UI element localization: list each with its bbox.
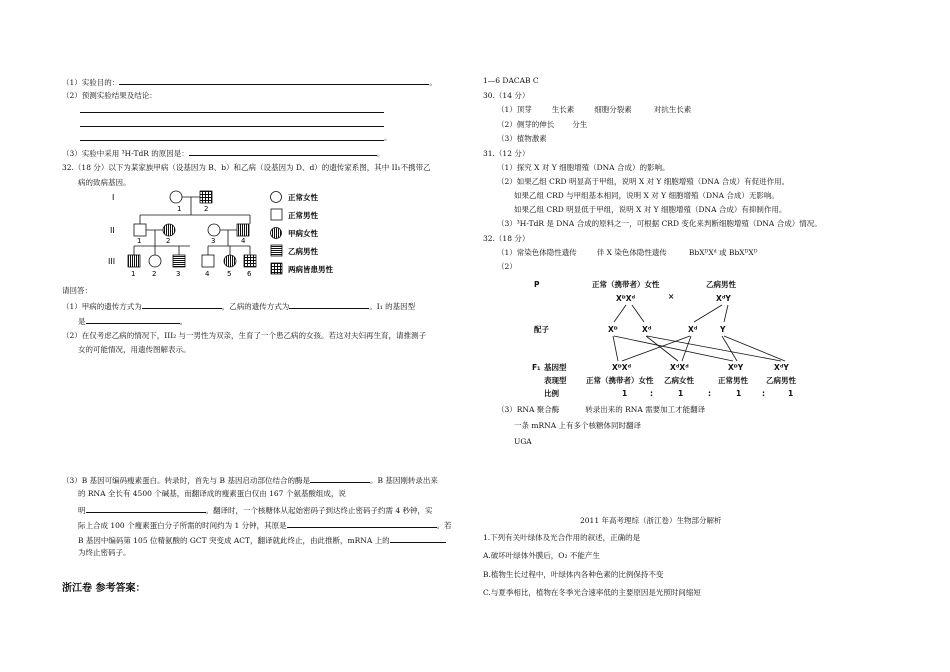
- answer-line: [80, 140, 384, 141]
- individual-number: 2: [166, 237, 171, 245]
- answer-text: （1）顶芽: [497, 105, 532, 114]
- ratio-row-label: 比例: [544, 389, 559, 398]
- mother-genotype: XᴰXᵈ: [616, 294, 636, 303]
- q1-text: 是: [78, 317, 86, 326]
- inheritance-arrows: [613, 305, 785, 361]
- legend-label: 两病皆患男性: [288, 265, 333, 274]
- answer-mc: 1—6 DACAB C: [483, 76, 539, 85]
- individual-III6: [244, 255, 256, 267]
- answer-q31-2: （2）如果乙组 CRD 明显高于甲组，说明 X 对 Y 细胞增殖（DNA 合成）有促进作用。: [497, 177, 790, 186]
- q32-part3-line2: 的 RNA 全长有 4500 个碱基，而翻译成的瘦素蛋白仅由 167 个氨基酸组成，说: [78, 489, 346, 498]
- f1-genotype: XᴰXᵈ: [612, 363, 632, 372]
- father-genotype: XᵈY: [716, 294, 731, 303]
- answer-q32-1: [497, 248, 758, 258]
- answer-blank: [86, 504, 206, 513]
- individual-number: 4: [205, 270, 210, 278]
- ratio-separator: :: [708, 389, 711, 398]
- mother-phenotype: 正常（携带者）女性: [592, 280, 660, 289]
- individual-I1-normal-female: [170, 191, 182, 203]
- q3-text: 。B 基因刚转录出来: [369, 476, 438, 485]
- analysis-q1-option-a: A.破坏叶绿体外膜后，O₂ 不能产生: [483, 551, 600, 560]
- analysis-q1-option-b: B.植物生长过程中，叶绿体内各种色素的比例保持不变: [483, 570, 664, 579]
- individual-number: 5: [227, 270, 232, 278]
- legend-normal-female-symbol: [271, 192, 282, 203]
- legend-disease-a-female-symbol: [271, 228, 282, 239]
- q3-text: 际上合成 100 个瘦素蛋白分子所需的时间约为 1 分钟，其原是: [78, 521, 287, 530]
- individual-number: 3: [211, 237, 216, 245]
- generation-label: II: [110, 226, 115, 235]
- legend-label: 正常男性: [288, 211, 318, 220]
- q32-heading: 32.（18 分）以下为某家族甲病（设基因为 B、b）和乙病（设基因为 D、d）的遗传家系图，其中 II₁不携带乙: [62, 163, 431, 172]
- document-page: （1）实验目的： 。 （2）预测实验结果及结论： 。 （3）实验中采用 ³H-TdR 的原因是： 。 32.（18 分）以下为某家族甲病（设基因为 B、b）和乙病（设基因为 D、d）的遗传家系图，其中 II₁不携带乙 病的致病基因。 I II III 1 2 1 2 3 4 1 2 3 4 5 6 正常女性 正常男性 甲病女性 乙病男性 两病皆患男性 请回答： （1）甲病的遗传方式为 ，乙病的遗传方式为 。I₁ 的基因型 是 。 （2）在仅考虑乙病的情况下，III₂ 与一男性为双亲，生育了一个患乙病的女孩。若这对夫妇再生育，请推测子 女的可能情况，用遗传图解表示。 （3）B 基因可编码瘦素蛋白。转录时，首先与 B 基因启动部位结合的酶是 。B 基因刚转录出来 的 RNA 全长有 4500 个碱基，而翻译成的瘦素蛋白仅由 167 个氨基酸组成，说 明 。翻译时，一个核糖体从起始密码子到达终止密码子约需 4 秒钟，实 际上合成 100 个瘦素蛋白分子所需的时间约为 1 分钟，其原是 。若 B 基因中编码第 105 位精氨酸的 GCT 突变成 ACT，翻译就此终止，由此推断，mRNA 上的 为终止密码子。 浙江卷 参考答案： 1—6 DACAB C 30.（14 分） （1）顶芽 生长素 细胞分裂素 对抗生长素 （2）侧芽的伸长 分生 （3）植物激素 31.（12 分） （1）探究 X 对 Y 细胞增殖（DNA 合成）的影响。 （2）如果乙组 CRD 明显高于甲组，说明 X 对 Y 细胞增殖（DNA 合成）有促进作用。 如果乙组 CRD 与甲组基本相同，说明 X 对 Y 细胞增殖（DNA 合成）无影响。 如果乙组 CRD 明显低于甲组，说明 X 对 Y 细胞增殖（DNA 合成）有抑制作用。 （3）³H-TdR 是 DNA 合成的原料之一，可根据 CRD 变化来判断细胞增殖（DNA 合成）情况。 32.（18 分） （1）常染色体隐性遗传 伴 X 染色体隐性遗传 BbXᴰXᵈ 或 BbXᴰXᴰ （2） P 正常（携带者）女性 × 乙病男性 XᴰXᵈ XᵈY 配子 Xᴰ Xᵈ Xᵈ Y F₁ 基因型 XᴰXᵈ XᵈXᵈ XᴰY XᵈY 表现型 正常（携带者）女性 乙病女性 正常男性 乙病男性 比例 1 : 1 : 1 : 1 （3）RNA 聚合酶 转录出来的 RNA 需要加工才能翻译 一条 mRNA 上有多个核糖体同时翻译 UGA 2011 年高考理综（浙江卷）生物部分解析 1.下列有关叶绿体及光合作用的叙述，正确的是 A.破坏叶绿体外膜后，O₂ 不能产生 B.植物生长过程中，叶绿体内各种色素的比例保持不变 C.与夏季相比，植物在冬季光合速率低的主要原因是光照时间缩短: [62, 76, 822, 597]
- q32-part1: [62, 300, 415, 312]
- answer-blank: [142, 300, 222, 309]
- gamete-label: 配子: [534, 325, 549, 334]
- individual-number: 2: [204, 205, 209, 213]
- analysis-title: 2011 年高考理综（浙江卷）生物部分解析: [580, 516, 722, 525]
- answer-q32-heading: 32.（18 分）: [483, 234, 530, 243]
- legend-label: 乙病男性: [288, 247, 318, 256]
- q3-text: B 基因中编码第 105 位精氨酸的 GCT 突变成 ACT，翻译就此终止，由此推断，mRNA 上的: [78, 536, 390, 545]
- answer-text: 伴 X 染色体隐性遗传: [596, 248, 667, 257]
- q1-text: 。: [179, 317, 187, 326]
- gamete: Xᵈ: [642, 325, 652, 334]
- q1-text: ，乙病的遗传方式为: [221, 302, 290, 311]
- answer-q30-1: [497, 105, 691, 115]
- individual-number: 6: [247, 270, 252, 278]
- individual-number: 1: [177, 205, 182, 213]
- answer-text: （3）RNA 聚合酶: [497, 405, 560, 414]
- f1-genotype: XᴰY: [728, 363, 744, 372]
- individual-number: 2: [152, 270, 157, 278]
- answer-text: 转录出来的 RNA 需要加工才能翻译: [585, 405, 706, 414]
- individual-I2-both-diseases-male: [200, 191, 212, 203]
- answer-q32-3c: UGA: [514, 437, 532, 446]
- answer-q32-2: （2）: [497, 262, 517, 271]
- father-phenotype: 乙病男性: [706, 280, 736, 289]
- genotype-row-label: 基因型: [544, 363, 567, 372]
- answer-text: BbXᴰXᵈ 或 BbXᴰXᴰ: [688, 248, 758, 257]
- answer-blank: [189, 147, 377, 156]
- answer-text: （2）侧芽的伸长: [497, 120, 555, 129]
- f1-phenotype: 正常男性: [718, 376, 748, 385]
- ratio-separator: :: [650, 389, 653, 398]
- gamete: Xᴰ: [608, 325, 618, 334]
- analysis-q1-option-c: C.与夏季相比，植物在冬季光合速率低的主要原因是光照时间缩短: [483, 588, 701, 597]
- answer-blank: [86, 315, 180, 324]
- answer-text: 分生: [572, 120, 588, 129]
- individual-II2-disease-a-female: [163, 224, 175, 236]
- q32-part1-cont: [78, 315, 187, 327]
- answer-q30-heading: 30.（14 分）: [483, 91, 530, 100]
- pedigree-chart: [100, 188, 360, 278]
- please-answer: 请回答：: [62, 286, 92, 295]
- f1-phenotype: 乙病女性: [664, 376, 694, 385]
- q32-part3: [62, 474, 438, 486]
- generation-label: I: [112, 193, 115, 202]
- answer-q31-heading: 31.（12 分）: [483, 149, 530, 158]
- legend-both-diseases-male-symbol: [271, 263, 282, 274]
- answer-line: [80, 126, 384, 127]
- q32-part3-line5: [78, 534, 446, 546]
- generation-label: III: [108, 257, 116, 266]
- answer-q31-2b: 如果乙组 CRD 与甲组基本相同，说明 X 对 Y 细胞增殖（DNA 合成）无影响。: [514, 191, 779, 200]
- pedigree-legend: [271, 192, 334, 275]
- q32-heading-cont: 病的致病基因。: [78, 178, 131, 187]
- q31-part3: （3）实验中采用 ³H-TdR 的原因是： 。: [62, 149, 385, 158]
- answer-blank: [390, 534, 446, 543]
- q1-text: 。I₁ 的基因型: [369, 302, 416, 311]
- f1-genotype: XᵈXᵈ: [670, 363, 689, 372]
- answer-q31-3: （3）³H-TdR 是 DNA 合成的原料之一，可根据 CRD 变化来判断细胞增殖（DNA 合成）情况。: [497, 219, 822, 228]
- answer-text: 细胞分裂素: [594, 105, 632, 114]
- q1-text: （1）甲病的遗传方式为: [62, 302, 142, 311]
- q31-part1: （1）实验目的： 。: [62, 78, 437, 87]
- gamete: Xᵈ: [688, 325, 698, 334]
- q31-part3-text: （3）实验中采用 ³H-TdR 的原因是：: [62, 149, 189, 158]
- legend-disease-b-male-symbol: [271, 245, 282, 256]
- individual-III2: [149, 255, 161, 267]
- analysis-q1: 1.下列有关叶绿体及光合作用的叙述，正确的是: [483, 533, 641, 542]
- parent-generation-label: P: [534, 280, 540, 289]
- individual-III4: [202, 255, 214, 267]
- answer-text: 对抗生长素: [653, 105, 692, 114]
- q32-part2-cont: 女的可能情况，用遗传图解表示。: [78, 345, 191, 354]
- individual-number: 1: [131, 270, 136, 278]
- f1-genotype: XᵈY: [774, 363, 789, 372]
- f1-phenotype: 乙病男性: [766, 376, 796, 385]
- q32-part3-line3: [78, 504, 433, 516]
- answer-blank: [289, 300, 369, 309]
- answer-q32-3b: 一条 mRNA 上有多个核糖体同时翻译: [514, 421, 642, 430]
- q3-text: 明: [78, 506, 86, 515]
- legend-label: 正常女性: [288, 193, 318, 202]
- q3-text: 。若: [436, 521, 452, 530]
- individual-number: 1: [137, 237, 142, 245]
- individual-II3-normal-female: [208, 224, 220, 236]
- q32-part2: （2）在仅考虑乙病的情况下，III₂ 与一男性为双亲，生育了一个患乙病的女孩。若这对夫妇再生育，请推测子: [62, 331, 427, 340]
- ratio-value: 1: [736, 389, 742, 398]
- q3-text: （3）B 基因可编码瘦素蛋白。转录时，首先与 B 基因启动部位结合的酶是: [62, 476, 310, 485]
- individual-III3: [173, 255, 185, 267]
- answer-text: 生长素: [551, 105, 575, 114]
- ratio-value: 1: [678, 389, 684, 398]
- individual-number: 3: [176, 270, 181, 278]
- genetic-cross-diagram: [528, 275, 818, 400]
- answer-text: （1）常染色体隐性遗传: [497, 248, 577, 257]
- answer-blank: [310, 474, 370, 483]
- answer-q30-3: （3）植物激素: [497, 134, 547, 143]
- individual-II1-normal-male: [134, 224, 146, 236]
- q3-text: 。翻译时，一个核糖体从起始密码子到达终止密码子约需 4 秒钟，实: [205, 506, 433, 515]
- individual-III5: [224, 255, 236, 267]
- phenotype-row-label: 表现型: [544, 376, 567, 385]
- individual-number: 4: [241, 237, 246, 245]
- ratio-value: 1: [788, 389, 794, 398]
- individual-III1: [128, 255, 140, 267]
- answer-q31-1: （1）探究 X 对 Y 细胞增殖（DNA 合成）的影响。: [497, 163, 670, 172]
- answer-blank: [287, 519, 437, 528]
- individual-II4-disease-a-male: [237, 224, 249, 236]
- ratio-value: 1: [622, 389, 628, 398]
- gamete: Y: [720, 325, 726, 334]
- q31-part2: （2）预测实验结果及结论：: [62, 91, 157, 100]
- answer-blank: [119, 76, 429, 85]
- answers-section-title: 浙江卷 参考答案：: [62, 583, 146, 594]
- ratio-separator: :: [762, 389, 765, 398]
- legend-label: 甲病女性: [288, 229, 318, 238]
- answer-line: [80, 112, 384, 113]
- answer-q32-3: [497, 405, 705, 415]
- answer-q31-2c: 如果乙组 CRD 明显低于甲组，说明 X 对 Y 细胞增殖（DNA 合成）有抑制作用。: [514, 205, 787, 214]
- legend-normal-male-symbol: [271, 209, 282, 220]
- cross-symbol: ×: [668, 292, 675, 301]
- f1-label: F₁: [532, 363, 541, 372]
- q32-part3-line6: 为终止密码子。: [78, 548, 131, 557]
- answer-q30-2: [497, 120, 587, 130]
- f1-phenotype: 正常（携带者）女性: [586, 376, 654, 385]
- q32-part3-line4: [78, 519, 452, 531]
- q31-part1-text: （1）实验目的：: [62, 78, 120, 87]
